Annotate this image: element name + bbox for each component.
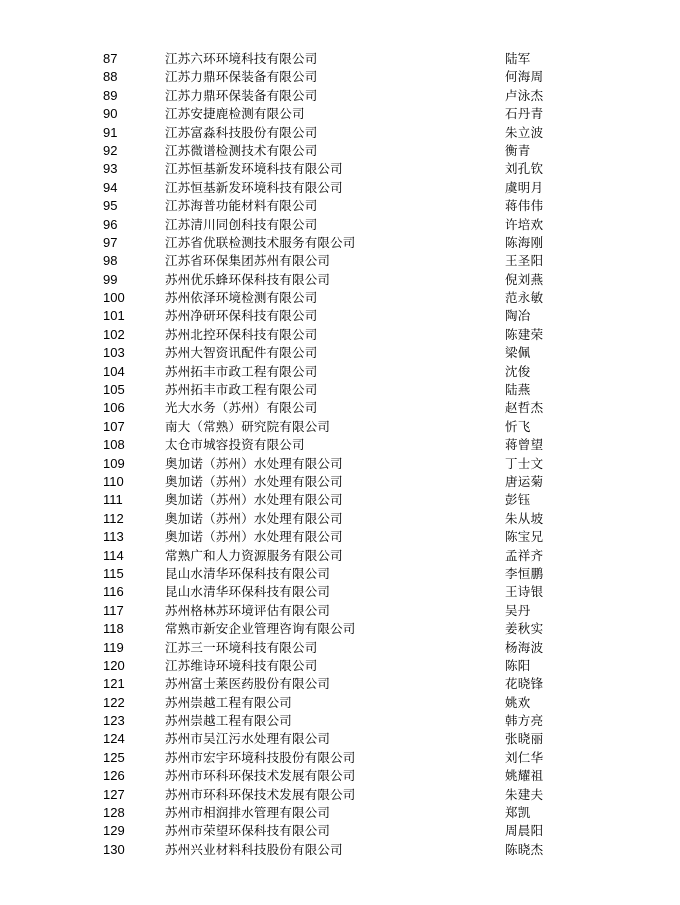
row-number: 127 (103, 786, 125, 802)
company-name: 苏州格林苏环境评估有限公司 (165, 602, 331, 618)
person-name: 石丹青 (505, 106, 544, 122)
person-name: 何海周 (505, 69, 544, 85)
row-number: 89 (103, 87, 118, 103)
table-row (0, 326, 680, 344)
row-number: 114 (103, 547, 124, 563)
company-name: 江苏微谱检测技术有限公司 (165, 142, 318, 158)
row-number: 105 (103, 382, 125, 398)
person-name: 孟祥齐 (505, 547, 544, 563)
row-number: 125 (103, 749, 125, 765)
row-number: 93 (103, 161, 118, 177)
person-name: 朱立波 (505, 124, 544, 140)
company-name: 奥加诺（苏州）水处理有限公司 (165, 529, 343, 545)
person-name: 花晓锋 (505, 676, 544, 692)
row-number: 124 (103, 731, 125, 747)
company-name: 苏州拓丰市政工程有限公司 (165, 363, 318, 379)
row-number: 100 (103, 290, 125, 306)
table-row (0, 639, 680, 657)
table-row (0, 399, 680, 417)
company-name: 苏州市环科环保技术发展有限公司 (165, 786, 356, 802)
person-name: 彭钰 (505, 492, 531, 508)
row-number: 111 (103, 492, 123, 508)
table-row (0, 252, 680, 270)
company-name: 昆山水清华环保科技有限公司 (165, 584, 331, 600)
person-name: 沈俊 (505, 363, 531, 379)
company-name: 苏州市荣望环保科技有限公司 (165, 823, 331, 839)
person-name: 范永敏 (505, 290, 544, 306)
row-number: 98 (103, 253, 118, 269)
person-name: 唐运菊 (505, 473, 544, 489)
table-row (0, 271, 680, 289)
person-name: 姚耀祖 (505, 768, 544, 784)
person-name: 梁佩 (505, 345, 531, 361)
company-name: 江苏富淼科技股份有限公司 (165, 124, 318, 140)
table-row (0, 105, 680, 123)
company-name: 光大水务（苏州）有限公司 (165, 400, 318, 416)
row-number: 118 (103, 621, 124, 637)
row-number: 90 (103, 106, 118, 122)
person-name: 杨海波 (505, 639, 544, 655)
table-row (0, 528, 680, 546)
person-name: 郑凯 (505, 805, 531, 821)
person-name: 陶冶 (505, 308, 531, 324)
table-row (0, 730, 680, 748)
person-name: 张晓丽 (505, 731, 544, 747)
person-name: 陆燕 (505, 382, 531, 398)
company-name: 江苏恒基新发环境科技有限公司 (165, 179, 343, 195)
person-name: 卢泳杰 (505, 87, 544, 103)
person-name: 忻飞 (505, 418, 531, 434)
row-number: 121 (103, 676, 125, 692)
person-name: 蒋曾望 (505, 437, 544, 453)
company-name: 苏州崇越工程有限公司 (165, 713, 293, 729)
person-name: 朱建夫 (505, 786, 544, 802)
table-row (0, 657, 680, 675)
company-name: 苏州依泽环境检测有限公司 (165, 290, 318, 306)
person-name: 虞明月 (505, 179, 544, 195)
row-number: 91 (103, 124, 118, 140)
row-number: 87 (103, 51, 118, 66)
row-number: 104 (103, 363, 125, 379)
table-row (0, 124, 680, 142)
row-number: 120 (103, 657, 125, 673)
person-name: 陆军 (505, 51, 531, 66)
table-row (0, 749, 680, 767)
company-name: 苏州大智资讯配件有限公司 (165, 345, 318, 361)
table-row (0, 583, 680, 601)
company-name: 江苏六环环境科技有限公司 (165, 51, 318, 66)
person-name: 王圣阳 (505, 253, 544, 269)
person-name: 丁士文 (505, 455, 544, 471)
company-name: 奥加诺（苏州）水处理有限公司 (165, 455, 343, 471)
row-number: 113 (103, 529, 124, 545)
company-name: 江苏安捷鹿检测有限公司 (165, 106, 305, 122)
row-number: 107 (103, 418, 125, 434)
row-number: 129 (103, 823, 125, 839)
person-name: 李恒鹏 (505, 565, 544, 581)
company-name: 江苏海普功能材料有限公司 (165, 198, 318, 214)
company-name: 苏州崇越工程有限公司 (165, 694, 293, 710)
company-name: 江苏清川同创科技有限公司 (165, 216, 318, 232)
company-name: 苏州兴业材料科技股份有限公司 (165, 841, 343, 857)
table-row (0, 712, 680, 730)
table-row (0, 179, 680, 197)
table-row (0, 694, 680, 712)
row-number: 97 (103, 234, 118, 250)
row-number: 101 (103, 308, 125, 324)
person-name: 陈宝兄 (505, 529, 544, 545)
person-name: 赵哲杰 (505, 400, 544, 416)
row-number: 99 (103, 271, 118, 287)
company-name: 奥加诺（苏州）水处理有限公司 (165, 492, 343, 508)
table-row (0, 455, 680, 473)
table-row (0, 418, 680, 436)
table-row (0, 344, 680, 362)
person-name: 刘仁华 (505, 749, 544, 765)
company-name: 苏州市环科环保技术发展有限公司 (165, 768, 356, 784)
row-number: 95 (103, 198, 118, 214)
company-name: 苏州净研环保科技有限公司 (165, 308, 318, 324)
row-number: 123 (103, 713, 125, 729)
table-row (0, 547, 680, 565)
company-name: 江苏省环保集团苏州有限公司 (165, 253, 331, 269)
row-number: 109 (103, 455, 125, 471)
row-number: 108 (103, 437, 125, 453)
person-name: 陈晓杰 (505, 841, 544, 857)
table-row (0, 436, 680, 454)
table-row (0, 307, 680, 325)
company-name: 江苏恒基新发环境科技有限公司 (165, 161, 343, 177)
company-name: 苏州北控环保科技有限公司 (165, 326, 318, 342)
table-row (0, 822, 680, 840)
person-name: 姚欢 (505, 694, 531, 710)
row-number: 96 (103, 216, 118, 232)
person-name: 吴丹 (505, 602, 531, 618)
company-name: 太仓市城容投资有限公司 (165, 437, 305, 453)
row-number: 88 (103, 69, 118, 85)
person-name: 衡青 (505, 142, 531, 158)
table-row (0, 491, 680, 509)
person-name: 韩方亮 (505, 713, 544, 729)
table-row (0, 565, 680, 583)
row-number: 119 (103, 639, 124, 655)
table-row (0, 510, 680, 528)
person-name: 陈建荣 (505, 326, 544, 342)
roster-table (0, 50, 680, 859)
row-number: 117 (103, 602, 124, 618)
table-row (0, 50, 680, 68)
row-number: 92 (103, 142, 118, 158)
row-number: 116 (103, 584, 124, 600)
table-row (0, 289, 680, 307)
company-name: 苏州市吴江污水处理有限公司 (165, 731, 331, 747)
table-row (0, 197, 680, 215)
company-name: 江苏力鼎环保装备有限公司 (165, 69, 318, 85)
company-name: 江苏省优联检测技术服务有限公司 (165, 234, 356, 250)
table-row (0, 767, 680, 785)
row-number: 130 (103, 841, 125, 857)
table-row (0, 804, 680, 822)
row-number: 122 (103, 694, 125, 710)
person-name: 许培欢 (505, 216, 544, 232)
table-row (0, 381, 680, 399)
table-row (0, 841, 680, 859)
row-number: 103 (103, 345, 125, 361)
company-name: 常熟广和人力资源服务有限公司 (165, 547, 343, 563)
table-row (0, 234, 680, 252)
person-name: 王诗银 (505, 584, 544, 600)
row-number: 94 (103, 179, 118, 195)
person-name: 陈阳 (505, 657, 531, 673)
company-name: 苏州市相润排水管理有限公司 (165, 805, 331, 821)
person-name: 倪刘燕 (505, 271, 544, 287)
row-number: 106 (103, 400, 125, 416)
company-name: 苏州拓丰市政工程有限公司 (165, 382, 318, 398)
person-name: 蒋伟伟 (505, 198, 544, 214)
company-name: 苏州优乐蜂环保科技有限公司 (165, 271, 331, 287)
table-row (0, 602, 680, 620)
table-row (0, 473, 680, 491)
row-number: 126 (103, 768, 125, 784)
company-name: 江苏三一环境科技有限公司 (165, 639, 318, 655)
company-name: 南大（常熟）研究院有限公司 (165, 418, 331, 434)
company-name: 苏州富士莱医药股份有限公司 (165, 676, 331, 692)
company-name: 常熟市新安企业管理咨询有限公司 (165, 621, 356, 637)
row-number: 115 (103, 565, 124, 581)
row-number: 110 (103, 473, 124, 489)
person-name: 陈海刚 (505, 234, 544, 250)
table-row (0, 160, 680, 178)
company-name: 昆山水清华环保科技有限公司 (165, 565, 331, 581)
person-name: 刘孔钦 (505, 161, 544, 177)
row-number: 128 (103, 805, 125, 821)
company-name: 奥加诺（苏州）水处理有限公司 (165, 473, 343, 489)
row-number: 112 (103, 510, 124, 526)
table-row (0, 68, 680, 86)
person-name: 周晨阳 (505, 823, 544, 839)
row-number: 102 (103, 326, 125, 342)
table-row (0, 786, 680, 804)
table-row (0, 620, 680, 638)
company-name: 江苏维诗环境科技有限公司 (165, 657, 318, 673)
company-name: 苏州市宏宇环境科技股份有限公司 (165, 749, 356, 765)
person-name: 姜秋实 (505, 621, 544, 637)
company-name: 奥加诺（苏州）水处理有限公司 (165, 510, 343, 526)
table-row (0, 87, 680, 105)
table-row (0, 216, 680, 234)
table-row (0, 363, 680, 381)
company-name: 江苏力鼎环保装备有限公司 (165, 87, 318, 103)
table-row (0, 675, 680, 693)
table-row (0, 142, 680, 160)
person-name: 朱从坡 (505, 510, 544, 526)
